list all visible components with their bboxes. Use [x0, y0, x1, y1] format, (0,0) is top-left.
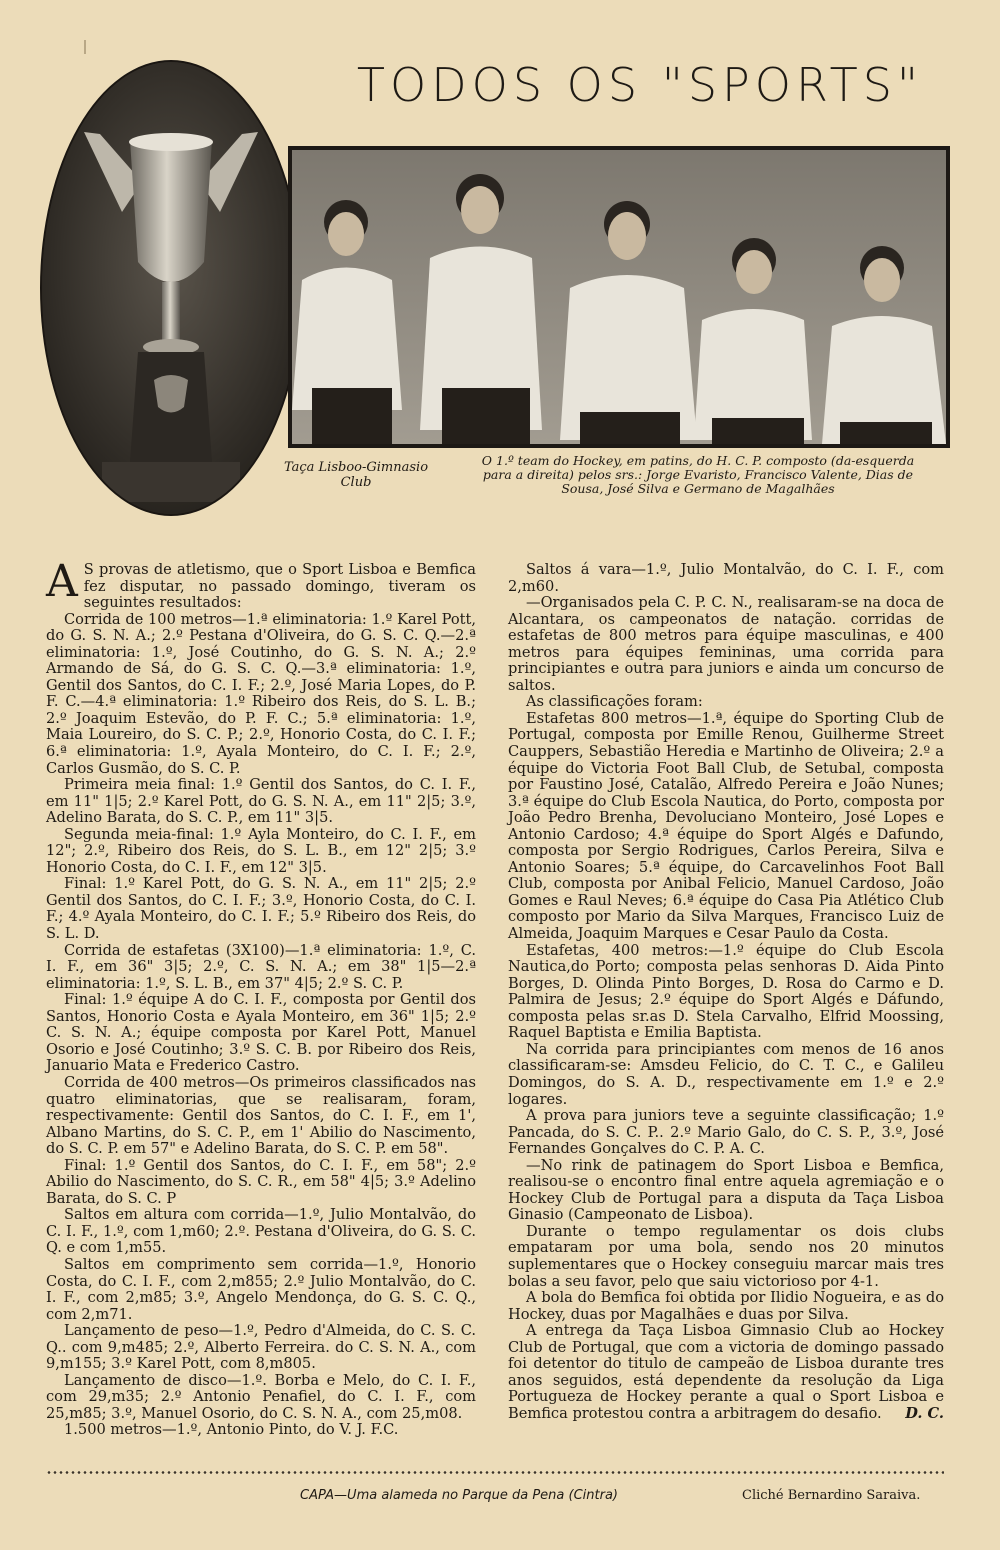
dotted-divider: [46, 1470, 944, 1475]
trophy-photo: [40, 60, 302, 516]
page-title: TODOS OS "SPORTS": [356, 58, 924, 112]
article-paragraph: Na corrida para principiantes com menos de 16 anos classificaram-se: Amsdeu Felicio, do C. T. C., e Galileu Domingos, do S. A. D., respectivamente em 1.º e 2.º logares.: [508, 1040, 944, 1108]
article-paragraph: Primeira meia final: 1.º Gentil dos Santos, do C. I. F., em 11" 1|5; 2.º Karel Pott, do G. S. N. A., em 11" 2|5; 3.º, Adelino Barata, do S. C. P., em 11" 3|5.: [46, 776, 476, 827]
article-paragraph: Final: 1.º équipe A do C. I. F., composta por Gentil dos Santos, Honorio Costa e Ayala Monteiro, em 36" 1|5; 2.º C. S. N. A.; équipe composta por Karel Pott, Manuel Osorio e José Coutinho; 3.º S. C. B. por Ribeiro dos Reis, Januario Mata e Frederico Castro.: [46, 991, 476, 1075]
article-paragraph: Final: 1.º Karel Pott, do G. S. N. A., em 11" 2|5; 2.º Gentil dos Santos, do C. I. F.; 3.º, Honorio Costa, do C. I. F.; 4.º Ayala Monteiro, do C. I. F.; 5.º Ribeiro dos Reis, do S. L. D.: [46, 875, 476, 943]
article-paragraph: Lançamento de peso—1.º, Pedro d'Almeida, do C. S. C. Q.. com 9,m485; 2.º, Alberto Ferreira. do C. S. N. A., com 9,m155; 3.º Karel Pott, com 8,m805.: [46, 1322, 476, 1373]
article-paragraph: Segunda meia-final: 1.º Ayla Monteiro, do C. I. F., em 12"; 2.º, Ribeiro dos Reis, do S. L. B., em 12" 2|5; 3.º Honorio Costa, do C. I. F., em 12" 3|5.: [46, 825, 476, 876]
cover-caption: CAPA—Uma alameda no Parque da Pena (Cintra): [300, 1488, 618, 1503]
article-paragraph: [46, 556, 476, 612]
article-paragraph: Saltos á vara—1.º, Julio Montalvão, do C. I. F., com 2,m60.: [508, 561, 944, 595]
article-paragraph: A prova para juniors teve a seguinte classificação; 1.º Pancada, do S. C. P.. 2.º Mario Galo, do C. S. P., 3.º, José Fernandes Gonçalves do C. P. A. C.: [508, 1107, 944, 1158]
hockey-team-photo: [288, 146, 950, 448]
team-photo-caption: O 1.º team do Hockey, em patins, do H. C. P. composto (da-esquerda para a direita) pelos srs.: Jorge Evaristo, Francisco Valente, Dias de Sousa, José Silva e Germano de Magalhães: [481, 453, 915, 496]
article-paragraph: A bola do Bemfica foi obtida por Ilidio Nogueira, e as do Hockey, duas por Magalhães e duas por Silva.: [508, 1289, 944, 1323]
article-paragraph: —No rink de patinagem do Sport Lisboa e Bemfica, realisou-se o encontro final entre aquela agremiação e o Hockey Club de Portugal para a disputa da Taça Lisboa Ginasio (Campeonato de Lisboa).: [508, 1156, 944, 1224]
article-paragraph: Corrida de 400 metros—Os primeiros classificados nas quatro eliminatorias, que se realisaram, foram, respectivamente: Gentil dos Santos, do C. I. F., em 1', Albano Martins, do S. C. P., em 1' Abilio do Nascimento, do S. C. P. em 57" e Adelino Barata, do S. C. P. em 58".: [46, 1073, 476, 1158]
article-paragraph: Estafetas 800 metros—1.ª, équipe do Sporting Club de Portugal, composta por Emille Renou, Guilherme Street Cauppers, Sebastião Heredia e Martinho de Oliveira; 2.º a équipe do Victoria Foot Ball Club, de Setubal, composta por Faustino José, Catalão, Alfredo Pereira e João Nunes; 3.ª équipe do Club Escola Nautica, do Porto, composta por João Pedro Brenha, Devoluciano Monteiro, José Lopes e Antonio Cardoso; 4.ª équipe do Sport Algés e Dafundo, composta por Sergio Rodrigues, Carlos Pereira, Silva e Antonio Soares; 5.ª équipe, do Carcavelinhos Foot Ball Club, composta por Anibal Felicio, Manuel Cardoso, João Gomes e Raul Neves; 6.ª équipe do Casa Pia Atlético Club composto por Mario da Silva Marques, Francisco Luiz de Almeida, Joaquim Marques e Cesar Paulo da Costa.: [508, 709, 944, 943]
article-column-left: [46, 556, 476, 1439]
article-intro: S provas de atletismo, que o Sport Lisboa e Bemfica fez disputar, no passado domingo, tiveram os seguintes resultados:: [83, 561, 476, 612]
trophy-image: [42, 62, 300, 514]
article-paragraph: Saltos em altura com corrida—1.º, Julio Montalvão, do C. I. F., 1.º, com 1,m60; 2.º. Pestana d'Oliveira, do G. S. C. Q. e com 1,m55.: [46, 1206, 476, 1257]
article-paragraph: Final: 1.º Gentil dos Santos, do C. I. F., em 58"; 2.º Abilio do Nascimento, do S. C. R., em 58" 4|5; 3.º Adelino Barata, do S. C. P: [46, 1156, 476, 1207]
article-paragraph: Lançamento de disco—1.º. Borba e Melo, do C. I. F., com 29,m35; 2.º Antonio Penafiel, do C. I. F., com 25,m85; 3.º, Manuel Osorio, do C. S. N. A., com 25,m08.: [46, 1371, 476, 1422]
article-column-right: [508, 562, 944, 1423]
trophy-caption: Taça Lisboo-Gimnasio Club: [283, 460, 429, 490]
article-paragraph: Saltos em comprimento sem corrida—1.º, Honorio Costa, do C. I. F., com 2,m855; 2.º Julio Montalvão, do C. I. F., com 2,m85; 3.º, Angelo Mendonça, do G. S. C. Q., com 2,m71.: [46, 1255, 476, 1323]
article-paragraph: 1.500 metros—1.º, Antonio Pinto, do V. J. F.C.: [64, 1421, 399, 1439]
article-paragraph: A entrega da Taça Lisboa Gimnasio Club ao Hockey Club de Portugal, que com a victoria de domingo passado foi detentor do titulo de campeão de Lisboa durante tres anos seguidos, está dependente da resolução da Liga Portugueza de Hockey perante a qual o Sport Lisboa e Bemfica protestou contra a arbitragem do desafio.: [508, 1322, 944, 1422]
article-paragraph: Estafetas, 400 metros:—1.º équipe do Club Escola Nautica,do Porto; composta pelas senhoras D. Aida Pinto Borges, D. Olinda Pinto Borges, D. Rosa do Carmo e D. Palmira de Jesus; 2.º équipe do Sport Algés e Dáfundo, composta pelas sr.as D. Stela Carvalho, Elfrid Moossing, Raquel Baptista e Emilia Baptista.: [508, 941, 944, 1042]
team-image: [292, 150, 946, 444]
article-paragraph: Durante o tempo regulamentar os dois clubs empataram por uma bola, sendo nos 20 minutos suplementares que o Hockey conseguiu marcar mais tres bolas a seu favor, pelo que saiu victorioso por 4-1.: [508, 1222, 944, 1290]
drop-cap: A: [46, 556, 78, 607]
article-paragraph: Corrida de estafetas (3X100)—1.ª eliminatoria: 1.º, C. I. F., em 36" 3|5; 2.º, C. S. N. A.; em 38" 1|5—2.ª eliminatoria: 1.º, S. L. B., em 37" 4|5; 2.º S. C. P.: [46, 941, 476, 992]
cliche-credit: Cliché Bernardino Saraiva.: [742, 1488, 921, 1503]
paper-mark: [84, 40, 86, 54]
article-paragraph: —Organisados pela C. P. C. N., realisaram-se na doca de Alcantara, os campeonatos de natação. corridas de estafetas de 800 metros para équipe masculinas, e 400 metros para équipes femininas, uma corrida para principiantes e outra para juniors e ainda um concurso de saltos.: [508, 594, 944, 694]
article-paragraph: As classificações foram:: [526, 693, 703, 711]
article-paragraph: Corrida de 100 metros—1.ª eliminatoria: 1.º Karel Pott, do G. S. N. A.; 2.º Pestana d'Oliveira, do G. S. C. Q.—2.ª eliminatoria: 1.º, José Coutinho, do G. S. N. A.; 2.º Armando de Sá, do G. S. C. Q.—3.ª eliminatoria: 1.º, Gentil dos Santos, do C. I. F.; 2.º, José Maria Lopes, do P. F. C.—4.ª eliminatoria: 1.º Ribeiro dos Reis, do S. L. B.; 2.º Joaquim Estevão, do P. F. C.; 5.ª eliminatoria: 1.º, Maia Loureiro, do S. C. P.; 2.º, Honorio Costa, do C. I. F.; 6.ª eliminatoria: 1.º, Ayala Monteiro, do C. I. F.; 2.º, Carlos Gusmão, do S. C. P.: [46, 610, 476, 777]
author-signature: D. C.: [905, 1405, 944, 1423]
